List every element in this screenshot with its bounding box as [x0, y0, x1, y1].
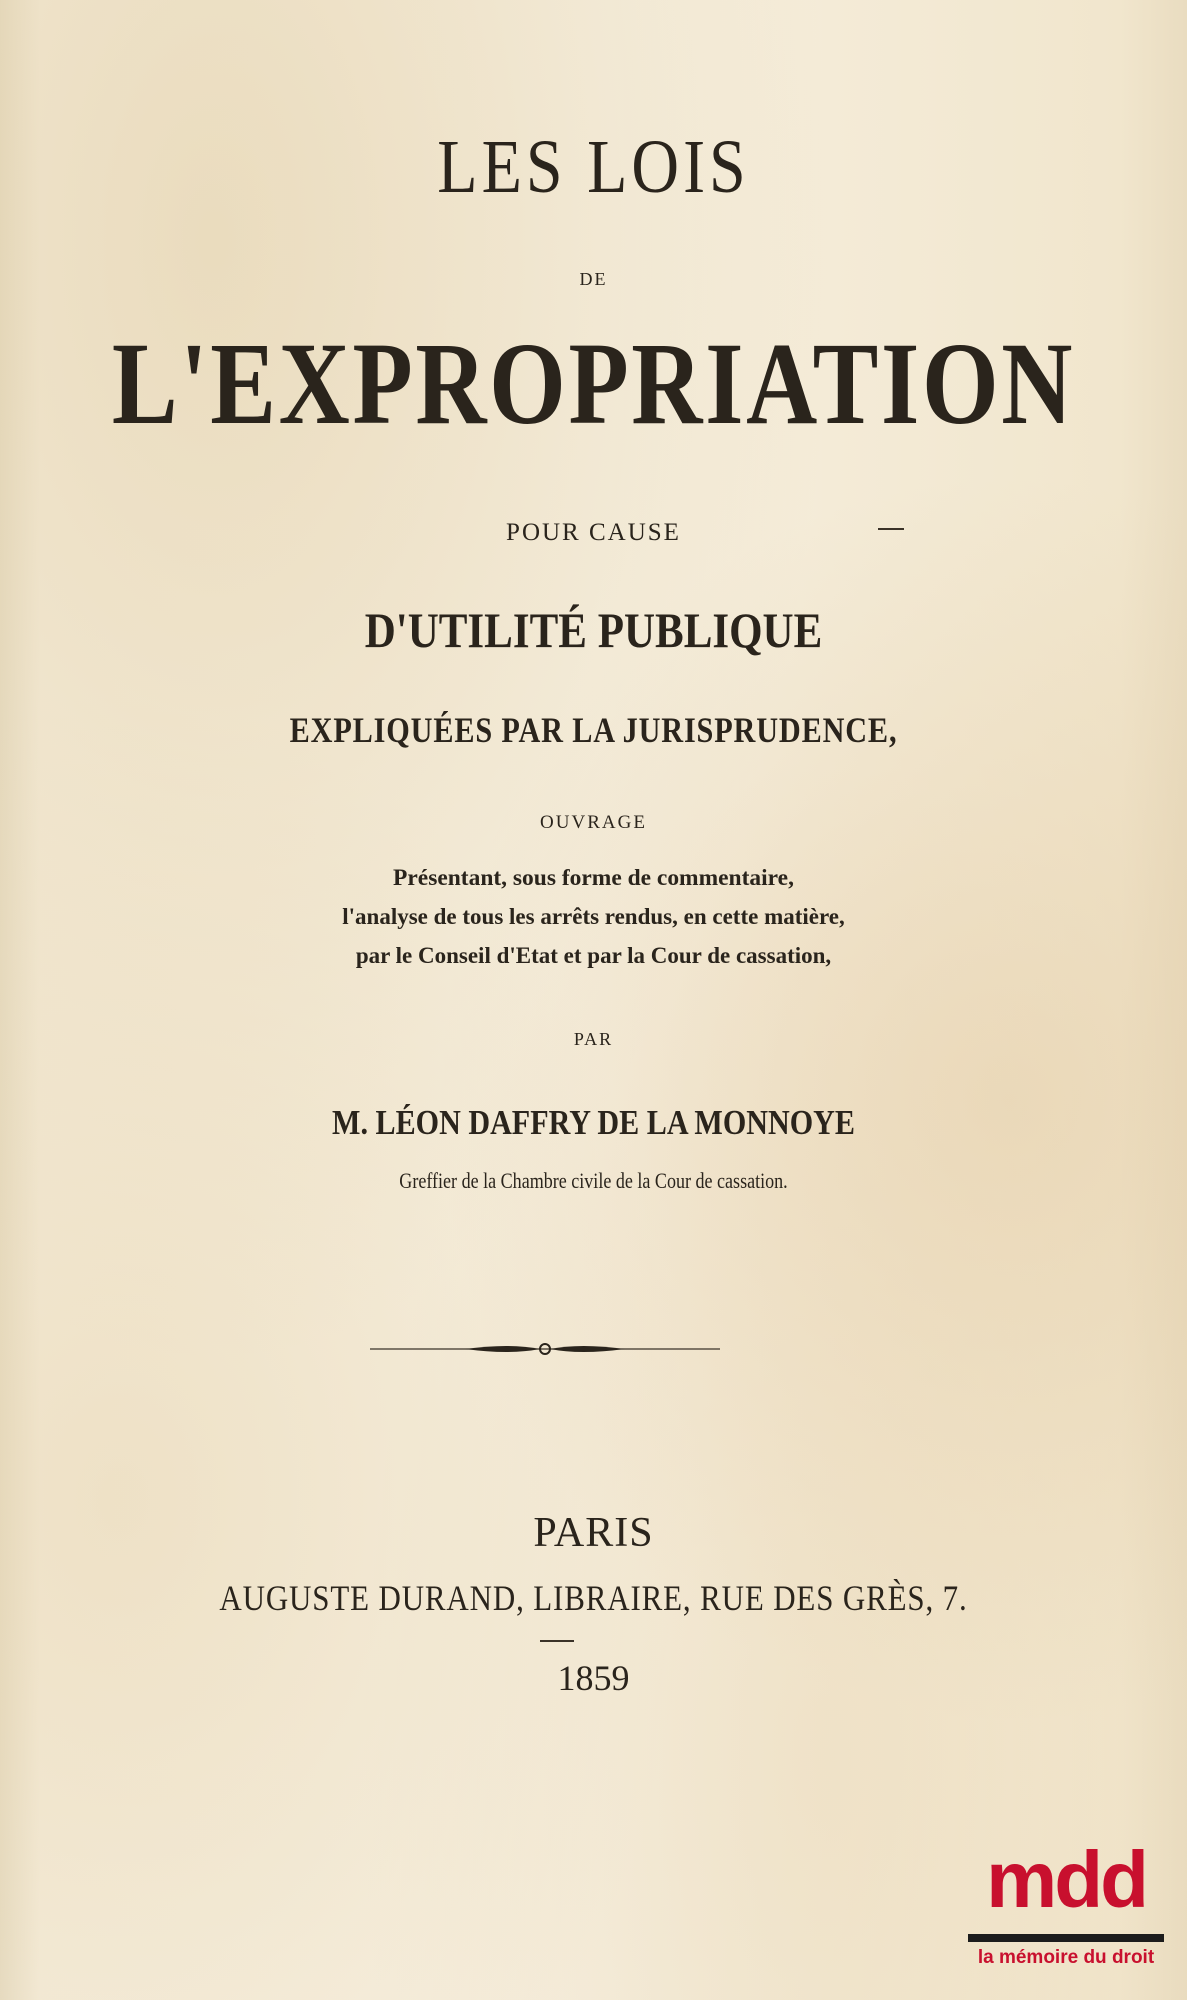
- logo-letters: mdd: [986, 1835, 1146, 1924]
- subtitle-jurisprudence: EXPLIQUÉES PAR LA JURISPRUDENCE,: [289, 710, 898, 750]
- main-title: L'EXPROPRIATION: [111, 318, 1076, 450]
- publication-year: 1859: [557, 1658, 630, 1698]
- description-line: Présentant, sous forme de commentaire,: [393, 865, 794, 890]
- author-title: Greffier de la Chambre civile de la Cour de cassation.: [399, 1168, 788, 1193]
- label-ouvrage: OUVRAGE: [540, 812, 647, 833]
- description-line: l'analyse de tous les arrêts rendus, en cette matière,: [342, 904, 845, 929]
- stray-dash: [878, 528, 904, 530]
- short-rule: [540, 1640, 574, 1642]
- mdd-logo: [966, 1835, 1166, 1985]
- title-line-de: DE: [579, 269, 608, 289]
- title-line-les-lois: LES LOIS: [437, 125, 750, 210]
- logo-tagline: la mémoire du droit: [977, 1947, 1155, 1968]
- ornament-divider: [370, 1338, 720, 1360]
- label-par: PAR: [573, 1029, 614, 1049]
- author-name: M. LÉON DAFFRY DE LA MONNOYE: [332, 1103, 855, 1142]
- description-line: par le Conseil d'Etat et par la Cour de cassation,: [355, 943, 832, 968]
- logo-bar: [968, 1934, 1164, 1942]
- subtitle-utilite-publique: D'UTILITÉ PUBLIQUE: [364, 602, 823, 658]
- publisher-name: AUGUSTE DURAND, LIBRAIRE, RUE DES GRÈS, 7.: [219, 1578, 968, 1618]
- publisher-city: PARIS: [533, 1510, 654, 1556]
- title-line-pour-cause: POUR CAUSE: [506, 519, 681, 546]
